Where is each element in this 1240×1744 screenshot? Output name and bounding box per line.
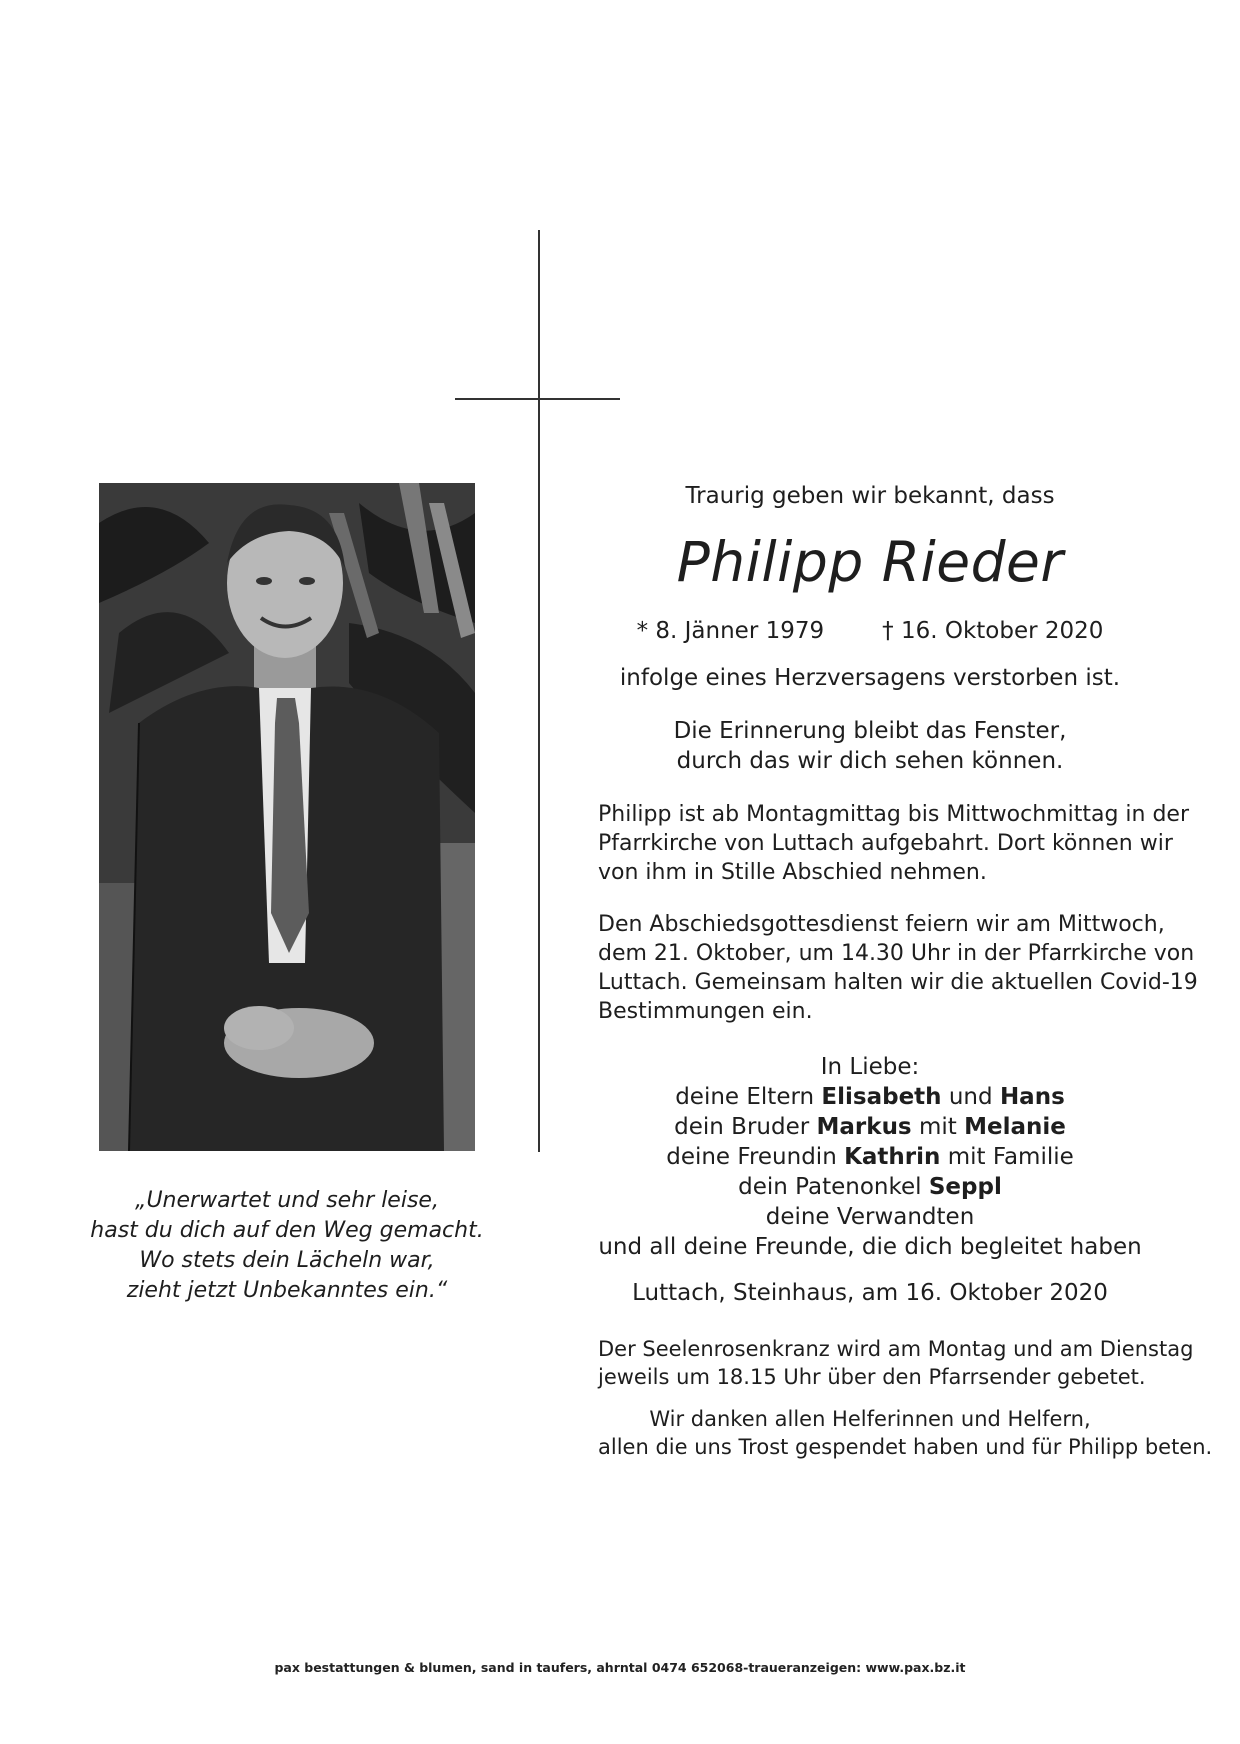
life-dates bbox=[598, 618, 1142, 644]
mourner-line: deine Freundin Kathrin mit Familie bbox=[666, 1144, 1074, 1170]
paragraph-line: dem 21. Oktober, um 14.30 Uhr in der Pfarrkirche von bbox=[598, 941, 1195, 966]
mourners-list bbox=[598, 1052, 1142, 1262]
quote-line: „Unerwartet und sehr leise, bbox=[135, 1188, 439, 1213]
thanks-line: Wir danken allen Helferinnen und Helfern, bbox=[649, 1407, 1091, 1431]
mourner-line: deine Eltern Elisabeth und Hans bbox=[675, 1084, 1065, 1110]
death-date: † 16. Oktober 2020 bbox=[882, 618, 1104, 644]
thanks-notice bbox=[598, 1405, 1213, 1461]
motto-line: durch das wir dich sehen können. bbox=[676, 748, 1064, 774]
cross-vertical-line bbox=[538, 230, 540, 1152]
quote-line: hast du dich auf den Weg gemacht. bbox=[90, 1218, 484, 1243]
rosary-line: Der Seelenrosenkranz wird am Montag und am Dienstag bbox=[598, 1337, 1194, 1361]
mourner-relatives: deine Verwandten bbox=[765, 1204, 975, 1230]
motto-line: Die Erinnerung bleibt das Fenster, bbox=[673, 718, 1067, 744]
birth-date: * 8. Jänner 1979 bbox=[636, 618, 825, 644]
portrait-illustration bbox=[99, 483, 475, 1151]
quote-line: zieht jetzt Unbekanntes ein.“ bbox=[126, 1278, 448, 1303]
rosary-notice bbox=[598, 1335, 1194, 1391]
quote-line: Wo stets dein Lächeln war, bbox=[139, 1248, 435, 1273]
portrait-photo bbox=[99, 483, 475, 1151]
paragraph-line: von ihm in Stille Abschied nehmen. bbox=[598, 860, 987, 885]
intro-text: Traurig geben wir bekannt, dass bbox=[685, 483, 1055, 509]
paragraph-line: Bestimmungen ein. bbox=[598, 999, 813, 1024]
mourner-friends: und all deine Freunde, die dich begleitet haben bbox=[598, 1234, 1142, 1260]
deceased-name: Philipp Rieder bbox=[676, 530, 1064, 594]
paragraph-line: Pfarrkirche von Luttach aufgebahrt. Dort können wir bbox=[598, 831, 1173, 856]
service-paragraph bbox=[598, 910, 1198, 1026]
cause-of-death: infolge eines Herzversagens verstorben ist. bbox=[619, 665, 1121, 691]
thanks-line: allen die uns Trost gespendet haben und für Philipp beten. bbox=[598, 1435, 1213, 1459]
mourner-line: dein Patenonkel Seppl bbox=[738, 1174, 1002, 1200]
place-date: Luttach, Steinhaus, am 16. Oktober 2020 bbox=[632, 1280, 1108, 1306]
paragraph-line: Philipp ist ab Montagmittag bis Mittwochmittag in der bbox=[598, 802, 1189, 827]
footer-credits: pax bestattungen & blumen, sand in taufers, ahrntal 0474 652068-traueranzeigen: www.pax.bz.it bbox=[274, 1660, 966, 1675]
memorial-quote bbox=[80, 1186, 494, 1306]
mourners-heading: In Liebe: bbox=[820, 1054, 920, 1080]
cross-horizontal-line bbox=[455, 398, 620, 400]
paragraph-line: Luttach. Gemeinsam halten wir die aktuellen Covid-19 bbox=[598, 970, 1198, 995]
paragraph-line: Den Abschiedsgottesdienst feiern wir am Mittwoch, bbox=[598, 912, 1165, 937]
mourner-line: dein Bruder Markus mit Melanie bbox=[674, 1114, 1066, 1140]
viewing-paragraph bbox=[598, 800, 1189, 887]
rosary-line: jeweils um 18.15 Uhr über den Pfarrsender gebetet. bbox=[598, 1365, 1146, 1389]
motto bbox=[598, 716, 1142, 776]
